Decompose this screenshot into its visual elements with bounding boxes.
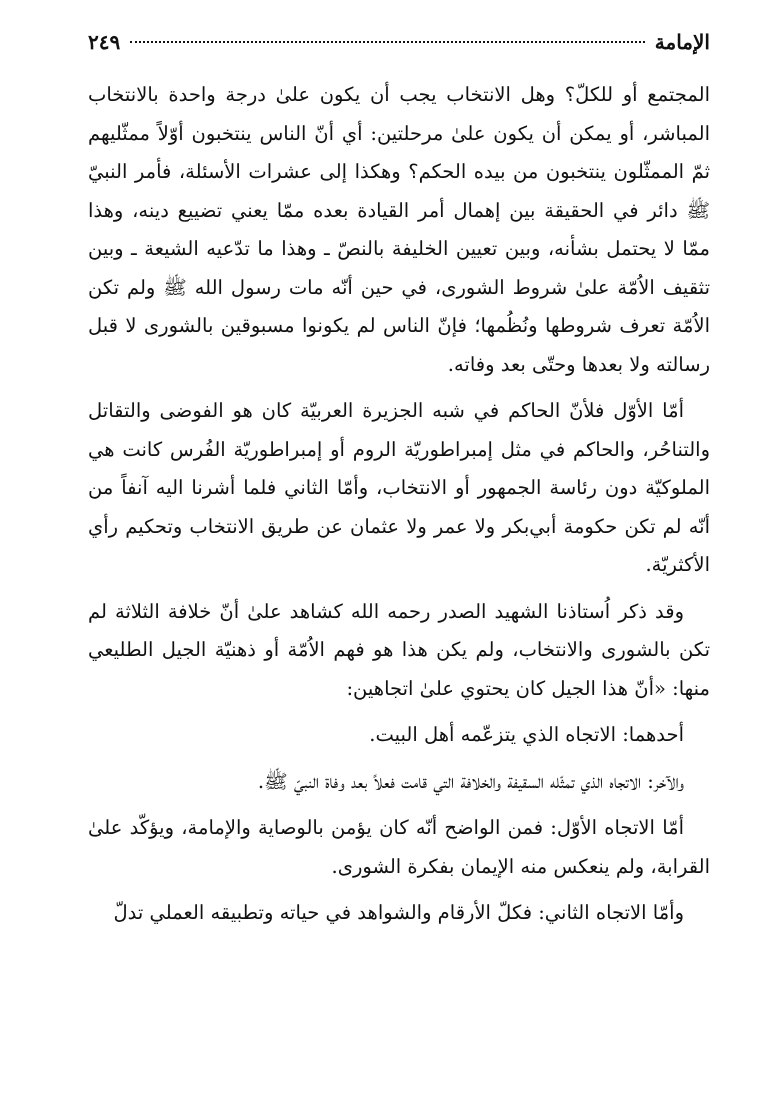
book-page bbox=[88, 28, 710, 933]
paragraph: أحدهما: الاتجاه الذي يتزعّمه أهل البيت. bbox=[369, 723, 684, 746]
paragraph: وأمّا الاتجاه الثاني: فكلّ الأرقام والشواهد في حياته وتطبيقه العملي تدلّ bbox=[113, 901, 684, 924]
running-header bbox=[88, 28, 710, 58]
paragraph: أمّا الاتجاه الأوّل: فمن الواضح أنّه كان يؤمن بالوصاية والإمامة، ويؤكّد علىٰ القرابة، ولم ينعكس منه الإيمان بفكرة الشورى. bbox=[88, 816, 710, 878]
paragraph: أمّا الأوّل فلأنّ الحاكم في شبه الجزيرة العربيّة كان هو الفوضى والتقاتل والتناحُر، والحاكم في مثل إمبراطوريّة الروم أو إمبراطوريّة الفُرس كانت هي الملوكيّة دون رئاسة الجمهور أو الانتخاب، وأمّا الثاني فلما أشرنا اليه آنفاً من أنّه لم تكن حكومة أبي‌بكر ولا عمر ولا عثمان عن طريق الانتخاب وتحكيم رأي الأكثريّة. bbox=[88, 399, 710, 576]
paragraph: وقد ذكر اُستاذنا الشهيد الصدر رحمه الله كشاهد علىٰ أنّ خلافة الثلاثة لم تكن بالشورى والانتخاب، ولم يكن هذا هو فهم الاُمّة أو ذهنيّة الجيل الطليعي منها: «أنّ هذا الجيل كان يحتوي علىٰ اتجاهين: bbox=[88, 599, 710, 700]
chapter-title: الإمامة bbox=[654, 30, 710, 54]
body-text bbox=[88, 76, 710, 933]
paragraph: المجتمع أو للكلّ؟ وهل الانتخاب يجب أن يكون علىٰ درجة واحدة بالانتخاب المباشر، أو يمكن أن يكون علىٰ مرحلتين: أي أنّ الناس ينتخبون أوّلاً ممثّليهم ثمّ الممثّلون ينتخبون من بيده الحكم؟ وهكذا إلى عشرات الأسئلة، فأمر النبيّ ﷺ دائر في الحقيقة بين إهمال أمر القيادة بعده ممّا يعني تضييع دينه، وهذا ممّا لا يحتمل بشأنه، وبين تعيين الخليفة بالنصّ ـ وهذا ما تدّعيه الشيعة ـ وبين تثقيف الاُمّة علىٰ شروط الشورى، في حين أنّه مات رسول الله ﷺ ولم تكن الاُمّة تعرف شروطها ونُظُمها؛ فإنّ الناس لم يكونوا مسبوقين بالشورى لا قبل رسالته ولا بعدها وحتّى بعد وفاته. bbox=[88, 83, 710, 376]
paragraph: والآخر: الاتجاه الذي تمثّله السقيفة والخلافة التي قامت فعلاً بعد وفاة النبيّ ﷺ. bbox=[257, 769, 684, 793]
leader-dots bbox=[130, 41, 645, 43]
page-number: ٢٤٩ bbox=[88, 30, 121, 54]
